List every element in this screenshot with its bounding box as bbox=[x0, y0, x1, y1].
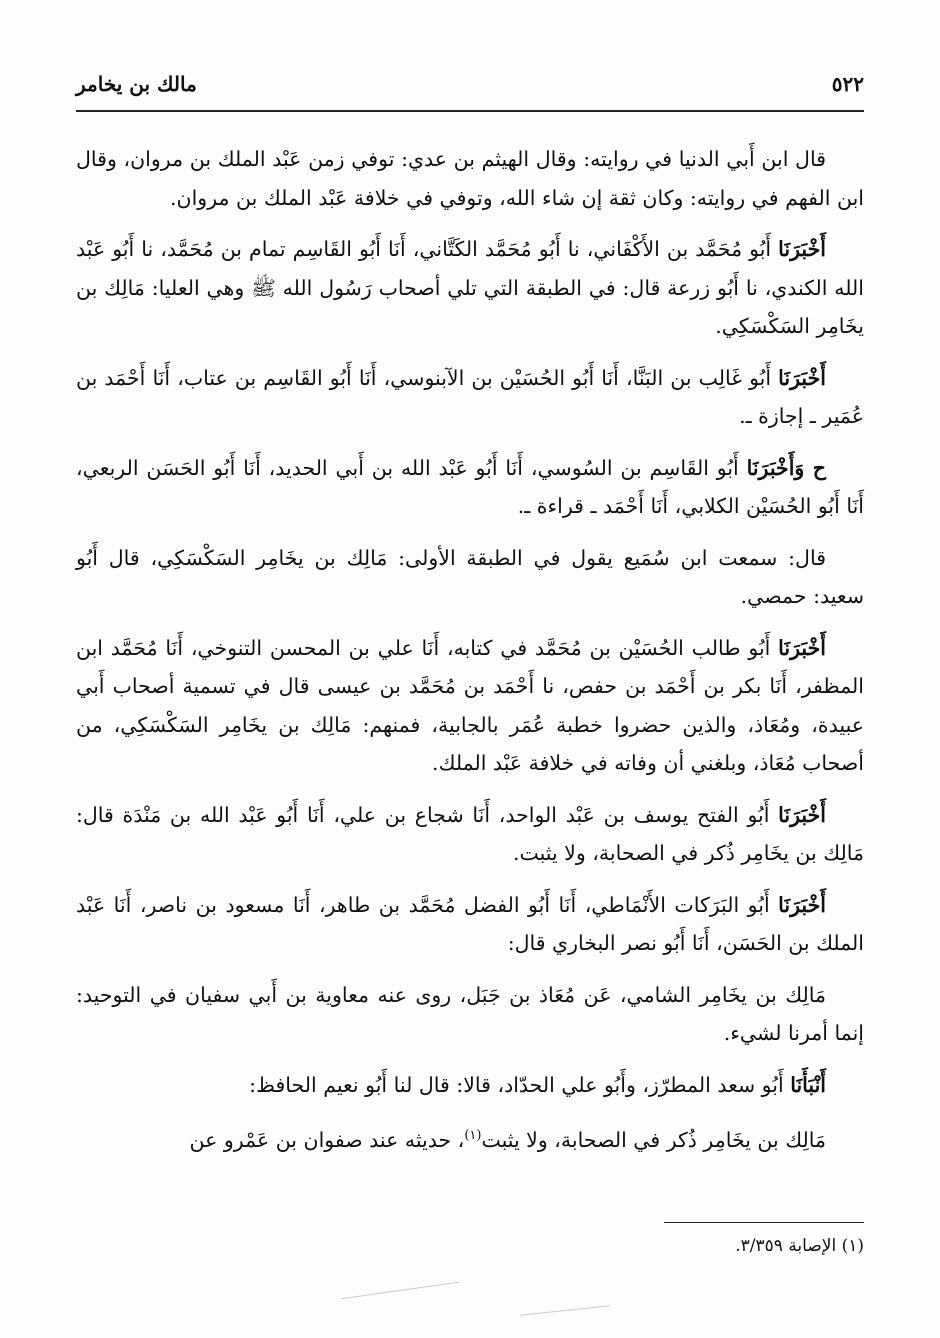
paragraph-text: ، حديثه عند صفوان بن عَمْرو عن bbox=[189, 1127, 465, 1152]
page-number: ٥٢٢ bbox=[831, 72, 864, 96]
paragraph bbox=[76, 449, 864, 526]
footnote-reference: (١) bbox=[464, 1128, 482, 1143]
paragraph bbox=[76, 629, 864, 783]
isnad-keyword: أَنْبَأَنَا bbox=[790, 1072, 826, 1097]
paragraph-text: أَبُو مُحَمَّد بن الأَكْفَاني، نا أَبُو مُحَمَّد الكَتَّاني، أَنَا أَبُو القَاسِم تمام بن مُحَمَّد، نا أَبُو عَبْد الله الكندي، نا أَبُو زرعة قال: في الطبقة التي تلي أصحاب رَسُول الله ﷺ وهي العليا: مَالِك بن يخَامِر السَكْسَكِي. bbox=[76, 237, 864, 338]
paragraph-text: مَالِك بن يخَامِر الشامي، عَن مُعَاذ بن جَبَل، روى عنه معاوية بن أَبي سفيان في التوحيد: إنما أمرنا لشيء. bbox=[76, 982, 864, 1045]
isnad-keyword: أَخْبَرَنَا bbox=[778, 365, 826, 390]
paragraph bbox=[76, 886, 864, 963]
paragraph-text: أَبُو طالب الحُسَيْن بن مُحَمَّد في كتابه، أَنَا علي بن المحسن التنوخي، أَنَا مُحَمَّد ابن المظفر، أَنَا بكر بن أَحْمَد بن حفص، نا أَحْمَد بن مُحَمَّد بن عيسى قال في تسمية أصحاب أَبي عبيدة، ومُعَاذ، والذين حضروا خطبة عُمَر بالجابية، فمنهم: مَالِك بن يخَامِر السَكْسَكِي، من أصحاب مُعَاذ، وبلغني أن وفاته في خلافة عَبْد الملك. bbox=[76, 635, 864, 775]
footnote-divider bbox=[664, 1222, 864, 1223]
isnad-keyword: أَخْبَرَنَا bbox=[778, 237, 826, 261]
paragraph bbox=[76, 140, 864, 217]
isnad-keyword: أَخْبَرَنَا bbox=[778, 892, 826, 917]
paragraph-text: أَبُو القَاسِم بن السُوسي، أَنَا أَبُو عَبْد الله بن أَبي الحديد، أَنَا أَبُو الحَسَن الربعي، أَنَا أَبُو الحُسَيْن الكلابي، أَنَا أَحْمَد ـ قراءة ـ. bbox=[76, 455, 864, 518]
paragraph bbox=[76, 1066, 864, 1105]
isnad-keyword: أَخْبَرَنَا bbox=[778, 802, 826, 827]
paragraph bbox=[76, 1117, 864, 1159]
paragraph bbox=[76, 539, 864, 616]
running-title: مالك بن يخامر bbox=[76, 72, 197, 96]
paragraph-text: مَالِك بن يخَامِر ذُكر في الصحابة، ولا يثبت bbox=[481, 1127, 826, 1152]
paragraph-text: أَبُو غَالِب بن البَنَّا، أَنَا أَبُو الحُسَيْن بن الآبنوسي، أَنَا أَبُو القَاسِم بن عتاب، أَنَا أَحْمَد بن عُمَير ـ إجازة ـ. bbox=[76, 365, 864, 428]
paragraph bbox=[76, 796, 864, 873]
paragraph-text: أَبُو سعد المطرّز، وأَبُو علي الحدّاد، قالا: قال لنا أَبُو نعيم الحافظ: bbox=[249, 1072, 784, 1097]
isnad-keyword: ح وَأَخْبَرَنَا bbox=[746, 455, 826, 480]
scan-artifact bbox=[341, 1282, 460, 1300]
paragraph-text: قال ابن أَبي الدنيا في روايته: وقال الهيثم بن عدي: توفي زمن عَبْد الملك بن مروان، وقال ابن الفهم في روايته: وكان ثقة إن شاء الله، وتوفي في خلافة عَبْد الملك بن مروان. bbox=[76, 147, 864, 210]
main-text bbox=[76, 140, 864, 1172]
paragraph bbox=[76, 976, 864, 1053]
paragraph-text: قال: سمعت ابن سُمَيع يقول في الطبقة الأولى: مَالِك بن يخَامِر السَكْسَكِي، قال أَبُو سعيد: حمصي. bbox=[76, 545, 864, 608]
paragraph bbox=[76, 359, 864, 436]
paragraph-text: أَبُو الفتح يوسف بن عَبْد الواحد، أَنَا شجاع بن علي، أَنَا أَبُو عَبْد الله بن مَنْدَة قال: مَالِك بن يخَامِر ذُكر في الصحابة، ولا يثبت. bbox=[76, 802, 864, 865]
paragraph-text: أَبُو البَرَكات الأَنْمَاطي، أَنَا أَبُو الفضل مُحَمَّد بن طاهر، أَنَا مسعود بن ناصر، أَنَا عَبْد الملك بن الحَسَن، أَنَا أَبُو نصر البخاري قال: bbox=[76, 892, 864, 955]
scan-artifact bbox=[520, 1305, 610, 1315]
footnote: (١) الإصابة ٣/٣٥٩. bbox=[735, 1236, 864, 1256]
paragraph bbox=[76, 230, 864, 346]
page-header bbox=[76, 66, 864, 112]
isnad-keyword: أَخْبَرَنَا bbox=[778, 635, 826, 660]
